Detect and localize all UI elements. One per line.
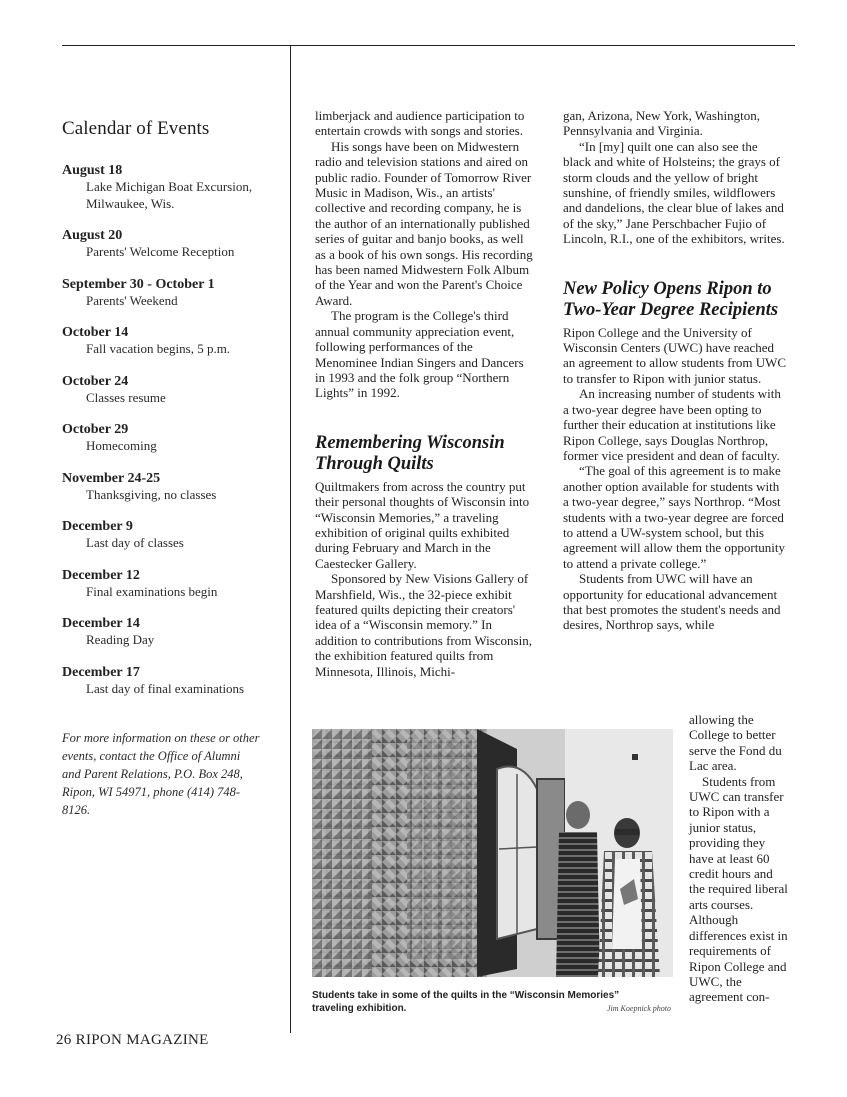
event-date: December 14 <box>62 616 140 631</box>
event-date: October 24 <box>62 373 129 389</box>
photo-caption: Students take in some of the quilts in the “Wisconsin Memories” traveling exhibition. <box>312 990 620 1014</box>
event-item <box>62 518 274 552</box>
quilt-exhibit-photo <box>312 729 673 977</box>
event-description: Reading Day <box>86 632 155 647</box>
event-item <box>62 162 274 212</box>
event-item <box>62 227 274 261</box>
calendar-sidebar <box>62 118 274 819</box>
article-paragraph: His songs have been on Midwestern radio and television stations and aired on public radio. Founder of Tomorrow River Music in Madison, Wis., an artists' collective and recording company, he is the author of an internationally published series of guitar and banjo books, as well as a book of his own songs. His recording has been named Midwestern Folk Album of the Year and won the Parent's Choice Award. <box>315 138 533 308</box>
article-paragraph: limberjack and audience participation to entertain crowds with songs and stories. <box>315 108 525 139</box>
top-rule <box>62 45 795 46</box>
middle-column <box>315 108 535 679</box>
event-item <box>62 567 274 601</box>
right-column <box>563 108 787 633</box>
event-list <box>62 162 274 697</box>
article-paragraph: gan, Arizona, New York, Washington, Pennsylvania and Virginia. <box>563 108 760 139</box>
event-date: August 20 <box>62 228 123 243</box>
article-paragraph: Quiltmakers from across the country put their personal thoughts of Wisconsin into “Wisconsin Memories,” a traveling exhibition of original quilts exhibited during February and March in the Caestecker Gallery. <box>315 478 530 571</box>
event-description: Last day of final examinations <box>86 680 245 696</box>
event-date: August 18 <box>62 163 123 178</box>
narrow-column <box>689 712 789 1005</box>
event-item <box>62 373 274 407</box>
event-description: Parents' Weekend <box>86 292 178 308</box>
event-description: Homecoming <box>86 438 157 453</box>
article-paragraph: Ripon College and the University of Wisconsin Centers (UWC) have reached an agreement to allow students from UWC to transfer to Ripon with junior status. <box>563 324 787 386</box>
event-description: Last day of classes <box>86 535 184 550</box>
event-description: Lake Michigan Boat Excursion, Milwaukee, Wis. <box>86 179 253 211</box>
event-date: November 24-25 <box>62 470 161 486</box>
article-paragraph: “In [my] quilt one can also see the black and white of Holsteins; the grays of storm clouds and the yellow of bright sunshine, of friendly smiles, wildflowers and dandelions, the clear blue of lakes and of the sky,” Jane Perschbacher Fujio of Lincoln, R.I., one of the exhibitors, writes. <box>563 138 785 247</box>
event-item <box>62 664 274 698</box>
policy-headline: New Policy Opens Ripon to Two-Year Degree Recipients <box>563 278 779 320</box>
event-description: Thanksgiving, no classes <box>86 486 217 502</box>
contact-note: For more information on these or other events, contact the Office of Alumni and Parent Relations, P.O. Box 248, Ripon, WI 54971, phone (414) 748-8126. <box>62 731 260 817</box>
photo-credit: Jim Koepnick photo <box>607 1004 671 1013</box>
event-date: December 12 <box>62 567 140 583</box>
event-description: Fall vacation begins, 5 p.m. <box>86 341 231 356</box>
article-paragraph: Students from UWC can transfer to Ripon with a junior status, providing they have at least 60 credit hours and the required liberal arts courses. Although differences exist in requirements of Ripon College and UWC, the agreement con- <box>689 773 788 1005</box>
article-paragraph: The program is the College's third annual community appreciation event, following performances of the Menominee Indian Singers and Dancers in 1993 and the folk group “Northern Lights” in 1992. <box>315 308 524 401</box>
event-date: December 9 <box>62 519 133 534</box>
event-item <box>62 324 274 358</box>
column-divider <box>290 45 291 1033</box>
event-item <box>62 276 274 310</box>
event-date: October 14 <box>62 325 129 340</box>
photo-illustration <box>312 729 673 977</box>
article-paragraph: “The goal of this agreement is to make another option available for students with a two-year degree,” says Northrop. “Most students with a two-year degree are forced to attend a UW-system school, but this agreement will allow them the opportunity to attend a private college.” <box>563 463 786 571</box>
article-paragraph: Sponsored by New Visions Gallery of Marshfield, Wis., the 32-piece exhibit featured quilts depicting their creators' idea of a “Wisconsin memory.” In addition to contributions from Wisconsin, the exhibition featured quilts from Minnesota, Illinois, Michi- <box>315 571 532 679</box>
event-item <box>62 615 274 649</box>
event-date: October 29 <box>62 422 129 437</box>
quilts-headline: Remembering Wisconsin Through Quilts <box>315 432 505 474</box>
event-description: Parents' Welcome Reception <box>86 244 235 259</box>
event-date: September 30 - October 1 <box>62 276 215 292</box>
event-item <box>62 421 274 455</box>
event-date: December 17 <box>62 664 140 680</box>
article-paragraph: Students from UWC will have an opportunity for educational advancement that best promotes the student's needs and desires, Northrop says, while <box>563 571 781 633</box>
event-item <box>62 470 274 504</box>
article-paragraph: An increasing number of students with a two-year degree have been opting to further their education at institutions like Ripon College, says Douglas Northrop, former vice president and dean of faculty. <box>563 386 781 463</box>
calendar-title: Calendar of Events <box>62 118 210 139</box>
event-description: Final examinations begin <box>86 583 218 599</box>
article-paragraph: allowing the College to better serve the Fond du Lac area. <box>689 712 782 774</box>
event-description: Classes resume <box>86 389 166 405</box>
page-footer: 26 RIPON MAGAZINE <box>56 1032 209 1048</box>
